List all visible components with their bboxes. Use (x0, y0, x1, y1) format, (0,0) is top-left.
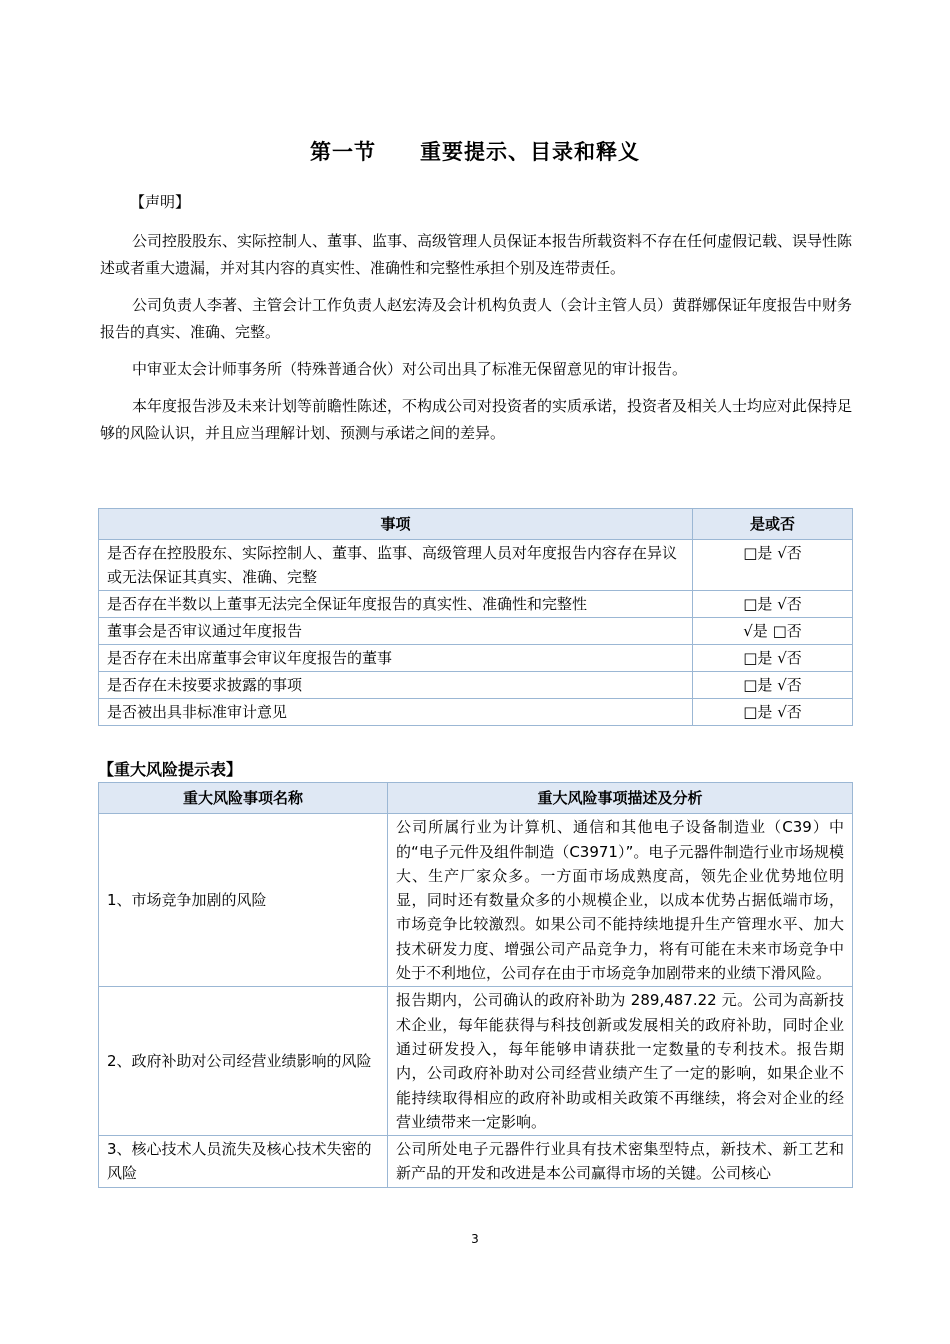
item-cell: 董事会是否审议通过年度报告 (99, 618, 693, 645)
item-cell: 是否被出具非标准审计意见 (99, 699, 693, 726)
risk-table-heading: 【重大风险提示表】 (98, 760, 243, 779)
table-row (99, 699, 853, 726)
table-row (99, 672, 853, 699)
statement-paragraph: 公司负责人李著、主管会计工作负责人赵宏涛及会计机构负责人（会计主管人员）黄群娜保证年度报告中财务报告的真实、准确、完整。 (100, 296, 853, 341)
table-row (99, 591, 853, 618)
item-cell: 是否存在未出席董事会审议年度报告的董事 (99, 645, 693, 672)
answer-cell: □是 √否 (693, 540, 853, 591)
table-row (99, 618, 853, 645)
risk-description-cell: 公司所处电子元器件行业具有技术密集型特点，新技术、新工艺和新产品的开发和改进是本公司赢得市场的关键。公司核心 (388, 1136, 853, 1188)
risk-description-cell: 公司所属行业为计算机、通信和其他电子设备制造业（C39）中的“电子元件及组件制造（C3971）”。电子元器件制造行业市场规模大、生产厂家众多。一方面市场成熟度高，领先企业优势地位明显，同时还有数量众多的小规模企业，以成本优势占据低端市场，市场竞争比较激烈。如果公司不能持续地提升生产管理水平、加大技术研发力度、增强公司产品竞争力，将有可能在未来市场竞争中处于不利地位，公司存在由于市场竞争加剧带来的业绩下滑风险。 (388, 814, 853, 987)
answer-cell: □是 √否 (693, 672, 853, 699)
table-header-row (99, 509, 853, 540)
table-row (99, 645, 853, 672)
declaration-statements (100, 228, 854, 457)
column-header-risk-description: 重大风险事项描述及分析 (388, 783, 853, 814)
answer-cell: □是 √否 (693, 699, 853, 726)
item-cell: 是否存在半数以上董事无法完全保证年度报告的真实性、准确性和完整性 (99, 591, 693, 618)
table-row (99, 1136, 853, 1188)
item-cell: 是否存在控股股东、实际控制人、董事、监事、高级管理人员对年度报告内容存在异议或无法保证其真实、准确、完整 (99, 540, 693, 591)
table-row (99, 814, 853, 987)
risk-name-cell: 1、市场竞争加剧的风险 (99, 814, 388, 987)
answer-cell: □是 √否 (693, 645, 853, 672)
column-header-answer: 是或否 (693, 509, 853, 540)
declaration-heading: 【声明】 (130, 193, 191, 211)
table-row (99, 540, 853, 591)
risk-table (98, 782, 853, 1188)
item-cell: 是否存在未按要求披露的事项 (99, 672, 693, 699)
risk-name-cell: 2、政府补助对公司经营业绩影响的风险 (99, 987, 388, 1136)
page-number: 3 (471, 1232, 479, 1246)
answer-cell: □是 √否 (693, 591, 853, 618)
answer-cell: √是 □否 (693, 618, 853, 645)
statement-paragraph: 本年度报告涉及未来计划等前瞻性陈述，不构成公司对投资者的实质承诺，投资者及相关人士均应对此保持足够的风险认识，并且应当理解计划、预测与承诺之间的差异。 (100, 397, 853, 442)
risk-name-cell: 3、核心技术人员流失及核心技术失密的风险 (99, 1136, 388, 1188)
table-row (99, 987, 853, 1136)
table-header-row (99, 783, 853, 814)
statement-paragraph: 中审亚太会计师事务所（特殊普通合伙）对公司出具了标准无保留意见的审计报告。 (132, 360, 688, 378)
risk-description-cell: 报告期内，公司确认的政府补助为 289,487.22 元。公司为高新技术企业，每年能获得与科技创新或发展相关的政府补助，同时企业通过研发投入，每年能够申请获批一定数量的专利技术。报告期内，公司政府补助对公司经营业绩产生了一定的影响，如果企业不能持续取得相应的政府补助或相关政策不再继续，将会对企业的经营业绩带来一定影响。 (388, 987, 853, 1136)
column-header-item: 事项 (99, 509, 693, 540)
column-header-risk-name: 重大风险事项名称 (99, 783, 388, 814)
statement-paragraph: 公司控股股东、实际控制人、董事、监事、高级管理人员保证本报告所载资料不存在任何虚假记载、误导性陈述或者重大遗漏，并对其内容的真实性、准确性和完整性承担个别及连带责任。 (100, 232, 853, 277)
page-title: 第一节 重要提示、目录和释义 (310, 140, 640, 164)
confirmation-table (98, 508, 853, 726)
